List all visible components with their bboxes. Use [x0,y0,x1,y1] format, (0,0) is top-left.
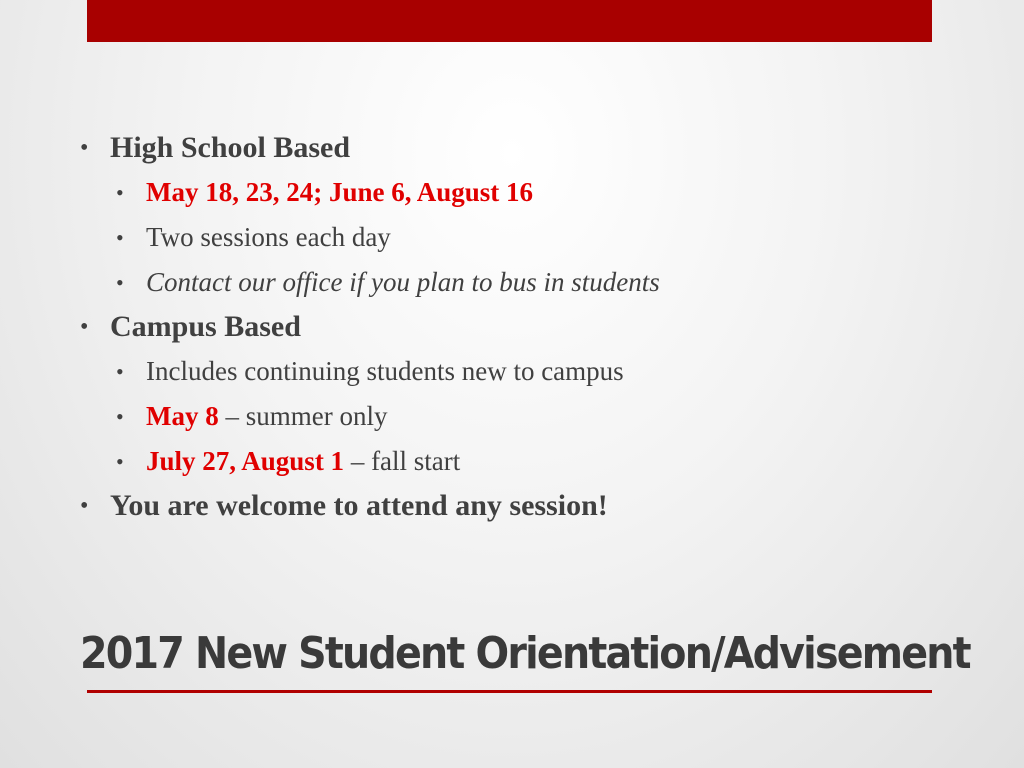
bullet-icon: • [116,359,124,384]
list-item [76,394,956,439]
bullet-icon: • [116,270,124,295]
top-accent-bar [87,0,932,42]
highlighted-dates: May 8 [146,401,219,431]
list-item [76,439,956,484]
item-text: Contact our office if you plan to bus in students [146,267,660,297]
bullet-icon: • [80,493,89,519]
list-item [76,260,956,305]
bullet-icon: • [116,404,124,429]
highlighted-dates: May 18, 23, 24; June 6, August 16 [146,177,534,207]
bullet-icon: • [80,314,89,340]
bullet-list [76,126,956,528]
list-item [76,215,956,260]
section-high-school [76,126,956,170]
bullet-icon: • [80,135,89,161]
closing-statement [76,484,956,528]
list-item [76,349,956,394]
bullet-icon: • [116,180,124,205]
closing-text: You are welcome to attend any session! [110,489,608,522]
slide-title: 2017 New Student Orientation/Advisement [80,628,970,679]
bullet-icon: • [116,225,124,250]
section-campus [76,305,956,349]
item-text: Two sessions each day [146,222,391,252]
slide-body [76,126,956,528]
item-text: – summer only [218,401,388,431]
item-text: Includes continuing students new to campus [146,356,624,386]
section-heading: High School Based [110,131,351,164]
title-underline [87,690,932,693]
highlighted-dates: July 27, August 1 [146,446,345,476]
list-item [76,170,956,215]
item-text: – fall start [344,446,461,476]
bullet-icon: • [116,449,124,474]
section-heading: Campus Based [110,310,301,343]
